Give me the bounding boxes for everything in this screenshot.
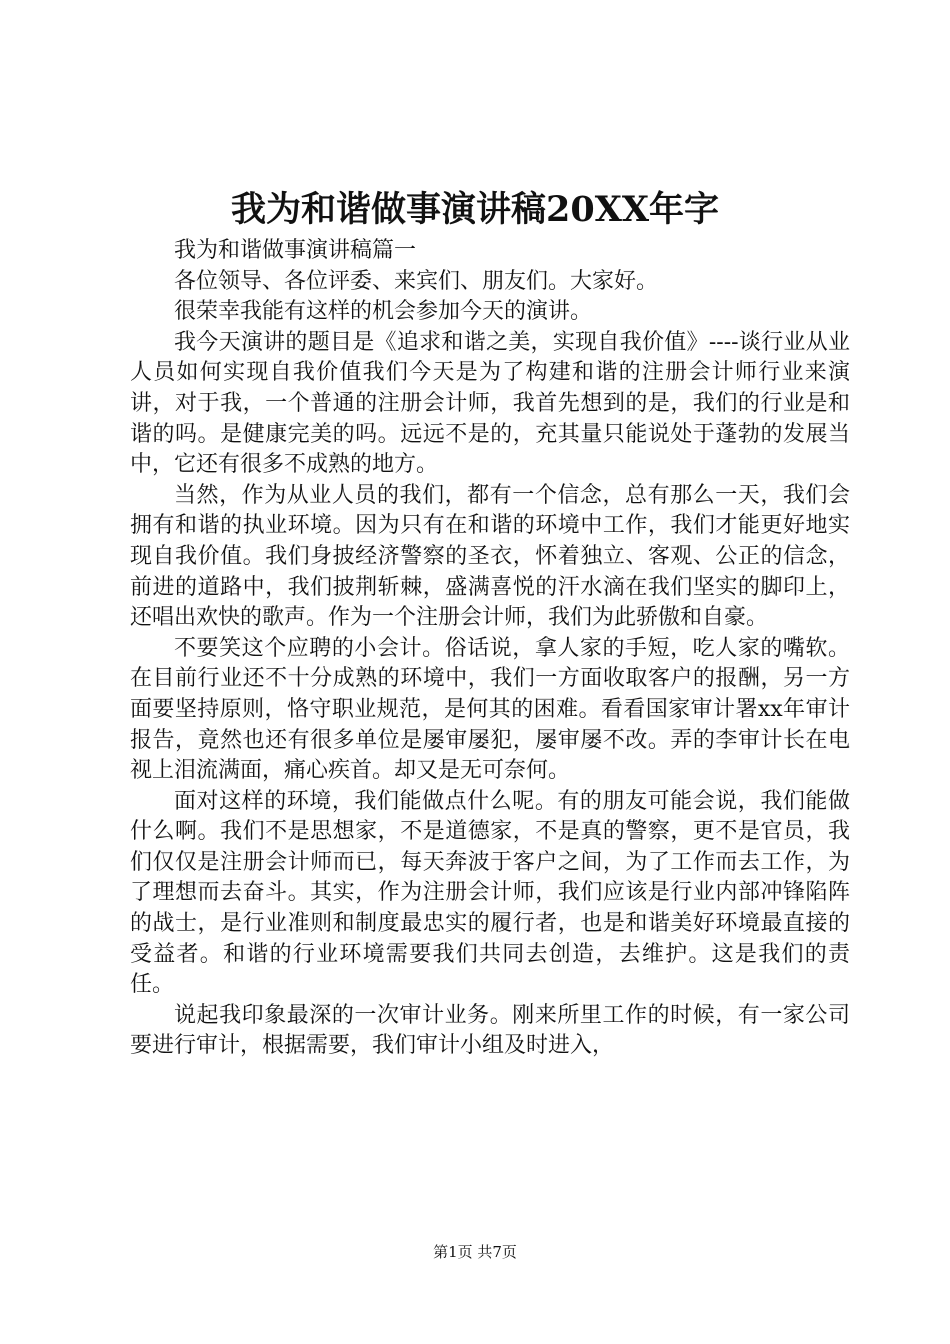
body-paragraph: 很荣幸我能有这样的机会参加今天的演讲。 — [174, 299, 593, 325]
document-body — [130, 236, 850, 1062]
body-paragraph: 我今天演讲的题目是《追求和谐之美，实现自我价值》----谈行业从业人员如何实现自我价值我们今天是为了构建和谐的注册会计师行业来演讲，对于我，一个普通的注册会计师，我首先想到的是，我们的行业是和谐的吗。是健康完美的吗。远远不是的，充其量只能说处于蓬勃的发展当中，它还有很多不成熟的地方。 — [130, 329, 850, 478]
body-paragraph: 说起我印象最深的一次审计业务。刚来所里工作的时候，有一家公司要进行审计，根据需要，我们审计小组及时进入， — [130, 1002, 850, 1059]
greeting-paragraph: 各位领导、各位评委、来宾们、朋友们。大家好。 — [174, 268, 659, 294]
page-number-footer: 第1页 共7页 — [433, 1243, 517, 1261]
document-title: 我为和谐做事演讲稿20XX年字 — [230, 189, 720, 230]
body-paragraph: 当然，作为从业人员的我们，都有一个信念，总有那么一天，我们会拥有和谐的执业环境。因为只有在和谐的环境中工作，我们才能更好地实现自我价值。我们身披经济警察的圣衣，怀着独立、客观、公正的信念，前进的道路中，我们披荆斩棘，盛满喜悦的汗水滴在我们坚实的脚印上，还唱出欢快的歌声。作为一个注册会计师，我们为此骄傲和自豪。 — [130, 482, 850, 631]
subtitle-paragraph: 我为和谐做事演讲稿篇一 — [174, 238, 417, 263]
body-paragraph: 面对这样的环境，我们能做点什么呢。有的朋友可能会说，我们能做什么啊。我们不是思想家，不是道德家，不是真的警察，更不是官员，我们仅仅是注册会计师而已，每天奔波于客户之间，为了工作而去工作，为了理想而去奋斗。其实，作为注册会计师，我们应该是行业内部冲锋陷阵的战士，是行业准则和制度最忠实的履行者，也是和谐美好环境最直接的受益者。和谐的行业环境需要我们共同去创造，去维护。这是我们的责任。 — [130, 788, 850, 998]
body-paragraph: 不要笑这个应聘的小会计。俗话说，拿人家的手短，吃人家的嘴软。在目前行业还不十分成熟的环境中，我们一方面收取客户的报酬，另一方面要坚持原则，恪守职业规范，是何其的困难。看看国家审计署xx年审计报告，竟然也还有很多单位是屡审屡犯，屡审屡不改。弄的李审计长在电视上泪流满面，痛心疾首。却又是无可奈何。 — [130, 635, 850, 784]
